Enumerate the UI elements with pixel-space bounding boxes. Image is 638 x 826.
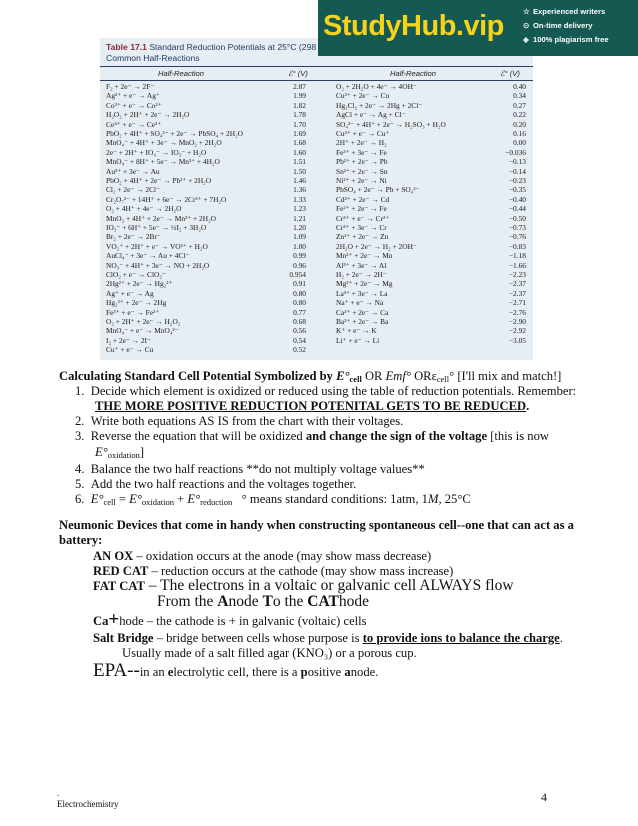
half-reaction: I₂ + 2e⁻ → 2I⁻ [106, 335, 151, 345]
table-row [336, 309, 526, 318]
half-reaction: Pb²⁺ + 2e⁻ → Pb [336, 157, 388, 167]
table-row [336, 318, 526, 327]
half-reaction: Fe³⁺ + e⁻ → Fe²⁺ [106, 307, 160, 317]
table-row [336, 215, 526, 224]
potential-value: 0.56 [293, 326, 306, 336]
reduction-potential-table [100, 38, 533, 360]
potential-value: 1.09 [293, 232, 306, 242]
table-row [336, 224, 526, 233]
table-row [336, 280, 526, 289]
potential-value: 1.69 [293, 129, 306, 138]
table-row [106, 224, 306, 233]
half-reaction: O₂ + 2H⁺ + 2e⁻ → H₂O₂ [106, 317, 181, 326]
col-half-reaction-right: Half-Reaction [390, 69, 437, 78]
potential-value: 1.78 [293, 110, 306, 120]
table-row [106, 290, 306, 299]
table-row [336, 243, 526, 252]
potential-value: 1.36 [293, 185, 306, 195]
table-row [106, 111, 306, 120]
half-reaction: MnO₄⁻ + 8H⁺ + 5e⁻ → Mn²⁺ + 4H₂O [106, 157, 220, 167]
half-reaction: Mg²⁺ + 2e⁻ → Mg [336, 279, 393, 289]
table-top-rule [100, 66, 533, 67]
step-1-rule: THE MORE POSITIVE REDUCTION POTENITAL GETS TO BE REDUCED. [95, 399, 530, 413]
check-badge-icon: ◈ [523, 35, 529, 44]
half-reaction: H₂ + 2e⁻ → 2H⁻ [336, 270, 387, 279]
col-potential-right: ℰ° (V) [500, 69, 520, 78]
potential-value: 1.23 [293, 204, 306, 214]
potential-value: −1.66 [508, 260, 526, 270]
half-reaction: K⁺ + e⁻ → K [336, 326, 377, 336]
potential-value: 1.20 [293, 223, 306, 232]
half-reaction: AuCl₄⁻ + 3e⁻ → Au + 4Cl⁻ [106, 251, 190, 261]
half-reaction: Al³⁺ + 3e⁻ → Al [336, 260, 387, 270]
half-reaction: Cl₂ + 2e⁻ → 2Cl⁻ [106, 185, 160, 195]
potential-value: 1.00 [293, 241, 306, 251]
half-reaction: Cu⁺ + e⁻ → Cu [106, 345, 154, 355]
potential-value: 1.21 [293, 213, 306, 223]
cathode-plus-line: Ca+hode – the cathode is + in galvanic (voltaic) cells [93, 609, 367, 630]
table-row [336, 337, 526, 346]
half-reaction: Ag⁺ + e⁻ → Ag [106, 288, 154, 298]
table-row [336, 121, 526, 130]
table-row [106, 196, 306, 205]
half-reaction: Cu²⁺ + 2e⁻ → Cu [336, 91, 390, 101]
half-reaction: Li⁺ + e⁻ → Li [336, 335, 380, 345]
potential-value: −3.05 [508, 335, 526, 345]
potential-value: 1.33 [293, 194, 306, 204]
clock-icon: ⊙ [523, 21, 530, 30]
table-row [106, 346, 306, 355]
potential-value: 1.82 [293, 100, 306, 110]
table-row [336, 158, 526, 167]
table-header-rule [100, 80, 533, 81]
potential-value: 1.70 [293, 119, 306, 129]
half-reaction: Ce⁴⁺ + e⁻ → Ce³⁺ [106, 119, 162, 129]
mnemonic-heading: Neumonic Devices that come in handy when constructing spontaneous cell--one that can act as a [59, 518, 574, 532]
table-row [336, 168, 526, 177]
potential-value: 0.40 [513, 82, 526, 91]
potential-value: 1.60 [293, 147, 306, 157]
fat-cat-line: FAT CAT – The electrons in a voltaic or galvanic cell ALWAYS flow [93, 577, 514, 594]
potential-value: 0.99 [293, 251, 306, 261]
table-row [336, 83, 526, 92]
potential-value: −2.37 [508, 288, 526, 298]
table-row [336, 252, 526, 261]
half-reaction: Cr³⁺ + e⁻ → Cr²⁺ [336, 213, 390, 223]
epa-line: EPA--in an electrolytic cell, there is a positive anode. [93, 660, 379, 681]
potential-value: 0.77 [293, 307, 306, 317]
table-row [106, 168, 306, 177]
salt-bridge-detail: Usually made of a salt filled agar (KNO₃) or a porous cup. [122, 646, 417, 660]
table-row [336, 205, 526, 214]
potential-value: 1.99 [293, 91, 306, 101]
half-reaction: 2H₂O + 2e⁻ → H₂ + 2OH⁻ [336, 241, 417, 251]
potential-value: 0.27 [513, 100, 526, 110]
table-row [106, 102, 306, 111]
half-reaction: O₂ + 4H⁺ + 4e⁻ → 2H₂O [106, 204, 182, 214]
col-half-reaction-left: Half-Reaction [158, 69, 205, 78]
potential-value: 0.22 [513, 110, 526, 120]
table-row [336, 186, 526, 195]
half-reaction: O₂ + 2H₂O + 4e⁻ → 4OH⁻ [336, 82, 417, 91]
half-reaction: Hg₂Cl₂ + 2e⁻ → 2Hg + 2Cl⁻ [336, 100, 423, 110]
table-row [106, 271, 306, 280]
potential-value: 1.50 [293, 166, 306, 176]
table-row [336, 139, 526, 148]
potential-value: −2.92 [508, 326, 526, 336]
potential-value: 0.80 [293, 298, 306, 308]
page-number: 4 [541, 790, 547, 804]
potential-value: −1.18 [508, 251, 526, 261]
table-row [336, 177, 526, 186]
table-row [106, 299, 306, 308]
potential-value: 1.46 [293, 176, 306, 185]
half-reaction: Fe³⁺ + 3e⁻ → Fe [336, 147, 387, 157]
potential-value: −0.76 [508, 232, 526, 242]
table-row [106, 205, 306, 214]
step-1: 1. Decide which element is oxidized or reduced using the table of reduction potentials. Remember: [75, 384, 577, 398]
table-row [336, 299, 526, 308]
half-reaction: Na⁺ + e⁻ → Na [336, 298, 384, 308]
footer-label: Electrochemistry [57, 799, 119, 809]
table-row [106, 262, 306, 271]
table-row [106, 177, 306, 186]
half-reaction: PbO₂ + 4H⁺ + 2e⁻ → Pb²⁺ + 2H₂O [106, 176, 212, 185]
half-reaction: Cd²⁺ + 2e⁻ → Cd [336, 194, 390, 204]
half-reaction: SO₄²⁻ + 4H⁺ + 2e⁻ → H₂SO₃ + H₂O [336, 119, 446, 129]
table-row [336, 290, 526, 299]
table-row [106, 149, 306, 158]
star-icon: ☆ [523, 7, 530, 16]
potential-value: −0.036 [505, 147, 526, 157]
step-6: 6. $E^\circ_{cell} = E^\circ_{oxidation} + E^\circ_{reduction}$ ° means standard conditions: 1atm, 1M, 25°C [75, 492, 471, 507]
potential-value: 2.87 [293, 82, 306, 91]
table-row [106, 327, 306, 336]
table-row [106, 280, 306, 289]
half-reaction: MnO₂ + 4H⁺ + 2e⁻ → Mn²⁺ + 2H₂O [106, 213, 216, 223]
footer-dot: . [57, 788, 60, 798]
half-reaction: Ag²⁺ + e⁻ → Ag⁺ [106, 91, 160, 101]
potential-value: −0.14 [508, 166, 526, 176]
potential-value: −2.90 [508, 317, 526, 326]
half-reaction: MnO₄⁻ + e⁻ → MnO₄²⁻ [106, 326, 179, 336]
step-4: 4. Balance the two half reactions **do not multiply voltage values** [75, 462, 425, 476]
salt-bridge-line: Salt Bridge – bridge between cells whose purpose is to provide ions to balance the charge. [93, 631, 563, 645]
half-reaction: Mn²⁺ + 2e⁻ → Mn [336, 251, 393, 261]
table-row [106, 252, 306, 261]
table-row [106, 158, 306, 167]
table-row [106, 318, 306, 327]
half-reaction: La³⁺ + 3e⁻ → La [336, 288, 388, 298]
table-row [106, 337, 306, 346]
potential-value: −0.23 [508, 176, 526, 185]
table-row [336, 111, 526, 120]
table-row [106, 215, 306, 224]
half-reaction: H₂O₂ + 2H⁺ + 2e⁻ → 2H₂O [106, 110, 190, 120]
cell-potential-heading: Calculating Standard Cell Potential Symbolized by $E^\circ_{cell}$ OR Emf° ORε$_{cell}$° [I'll mix and match!] [59, 369, 562, 384]
half-reaction: Cr³⁺ + 3e⁻ → Cr [336, 223, 387, 232]
half-reaction: Co³⁺ + e⁻ → Co²⁺ [106, 100, 162, 110]
mnemonic-heading-continued: battery: [59, 533, 103, 547]
feature-item: ◈ 100% plagiarism free [523, 33, 609, 47]
half-reaction: 2Hg²⁺ + 2e⁻ → Hg₂²⁺ [106, 279, 173, 289]
table-heading: Standard Reduction Potentials at 25°C (298 [149, 42, 317, 52]
potential-value: 0.68 [293, 317, 306, 326]
potential-value: 0.00 [513, 138, 526, 148]
half-reaction: Cu²⁺ + e⁻ → Cu⁺ [336, 129, 390, 138]
half-reaction: IO₃⁻ + 6H⁺ + 5e⁻ → ½I₂ + 3H₂O [106, 223, 207, 232]
table-title [106, 42, 316, 64]
potential-value: −0.13 [508, 157, 526, 167]
table-row [336, 233, 526, 242]
feature-item: ☆ Experienced writers [523, 5, 609, 19]
potential-value: 0.20 [513, 119, 526, 129]
half-reaction: MnO₄⁻ + 4H⁺ + 3e⁻ → MnO₂ + 2H₂O [106, 138, 222, 148]
potential-value: 0.80 [293, 288, 306, 298]
potential-value: 0.34 [513, 91, 526, 101]
potential-value: −0.40 [508, 194, 526, 204]
fat-cat-line-2: From the Anode To the CAThode [157, 593, 369, 610]
table-row [106, 92, 306, 101]
table-row [106, 121, 306, 130]
feature-item: ⊙ On-time delivery [523, 19, 609, 33]
table-row [336, 130, 526, 139]
table-row [336, 327, 526, 336]
half-reaction: Sn²⁺ + 2e⁻ → Sn [336, 166, 388, 176]
table-row [336, 271, 526, 280]
step-3-continued: $E^\circ_{oxidation}$] [95, 445, 145, 460]
potential-value: −0.83 [508, 241, 526, 251]
potential-value: −0.50 [508, 213, 526, 223]
half-reaction: AgCl + e⁻ → Ag + Cl⁻ [336, 110, 406, 120]
half-reaction: Cr₂O₇²⁻ + 14H⁺ + 6e⁻ → 2Cr³⁺ + 7H₂O [106, 194, 227, 204]
half-reaction: NO₃⁻ + 4H⁺ + 3e⁻ → NO + 2H₂O [106, 260, 210, 270]
half-reaction: F₂ + 2e⁻ → 2F⁻ [106, 82, 155, 91]
table-row [336, 196, 526, 205]
potential-value: −2.76 [508, 307, 526, 317]
table-row [106, 309, 306, 318]
potential-value: −2.23 [508, 270, 526, 279]
half-reaction: Zn²⁺ + 2e⁻ → Zn [336, 232, 389, 242]
potential-value: −0.73 [508, 223, 526, 232]
table-subtitle: Common Half-Reactions [106, 53, 200, 63]
table-row [106, 233, 306, 242]
an-ox-line: AN OX – oxidation occurs at the anode (may show mass decrease) [93, 549, 432, 563]
half-reaction: Br₂ + 2e⁻ → 2Br⁻ [106, 232, 161, 242]
half-reaction: Fe²⁺ + 2e⁻ → Fe [336, 204, 387, 214]
potential-value: 0.52 [293, 345, 306, 355]
step-2: 2. Write both equations AS IS from the chart with their voltages. [75, 414, 404, 428]
table-row [106, 83, 306, 92]
step-5: 5. Add the two half reactions and the voltages together. [75, 477, 357, 491]
table-row [106, 130, 306, 139]
table-row [336, 92, 526, 101]
red-cat-line: RED CAT – reduction occurs at the cathode (may show mass increase) [93, 564, 454, 578]
table-number: Table 17.1 [106, 42, 147, 52]
half-reaction: ClO₂ + e⁻ → ClO₂⁻ [106, 270, 166, 279]
half-reaction: PbO₂ + 4H⁺ + SO₄²⁻ + 2e⁻ → PbSO₄ + 2H₂O [106, 129, 243, 138]
col-potential-left: ℰ° (V) [288, 69, 308, 78]
table-row [106, 139, 306, 148]
studyhub-banner[interactable] [318, 0, 638, 56]
half-reaction: PbSO₄ + 2e⁻ → Pb + SO₄²⁻ [336, 185, 420, 195]
table-row [336, 262, 526, 271]
table-row [336, 149, 526, 158]
potential-value: −2.37 [508, 279, 526, 289]
potential-value: 0.91 [293, 279, 306, 289]
half-reaction: VO₂⁺ + 2H⁺ + e⁻ → VO²⁺ + H₂O [106, 241, 208, 251]
potential-value: 1.51 [293, 157, 306, 167]
half-reaction: Ni²⁺ + 2e⁻ → Ni [336, 176, 387, 185]
table-row [106, 243, 306, 252]
potential-value: −0.44 [508, 204, 526, 214]
potential-value: 0.96 [293, 260, 306, 270]
half-reaction: Ca²⁺ + 2e⁻ → Ca [336, 307, 389, 317]
half-reaction: Hg₂²⁺ + 2e⁻ → 2Hg [106, 298, 167, 308]
table-row [336, 102, 526, 111]
potential-value: −2.71 [508, 298, 526, 308]
potential-value: 1.68 [293, 138, 306, 148]
feature-list [523, 5, 609, 47]
potential-value: 0.54 [293, 335, 306, 345]
studyhub-logo: StudyHub.vip [323, 10, 504, 42]
half-reaction: Au³⁺ + 3e⁻ → Au [106, 166, 160, 176]
half-reaction: 2H⁺ + 2e⁻ → H₂ [336, 138, 387, 148]
potential-value: −0.35 [508, 185, 526, 195]
potential-value: 0.16 [513, 129, 526, 138]
half-reaction: 2e⁻ + 2H⁺ + IO₄⁻ → IO₃⁻ + H₂O [106, 147, 207, 157]
table-row [106, 186, 306, 195]
step-3: 3. Reverse the equation that will be oxidized and change the sign of the voltage [this is now [75, 429, 549, 443]
potential-value: 0.954 [289, 270, 306, 279]
half-reaction: Ba²⁺ + 2e⁻ → Ba [336, 317, 389, 326]
